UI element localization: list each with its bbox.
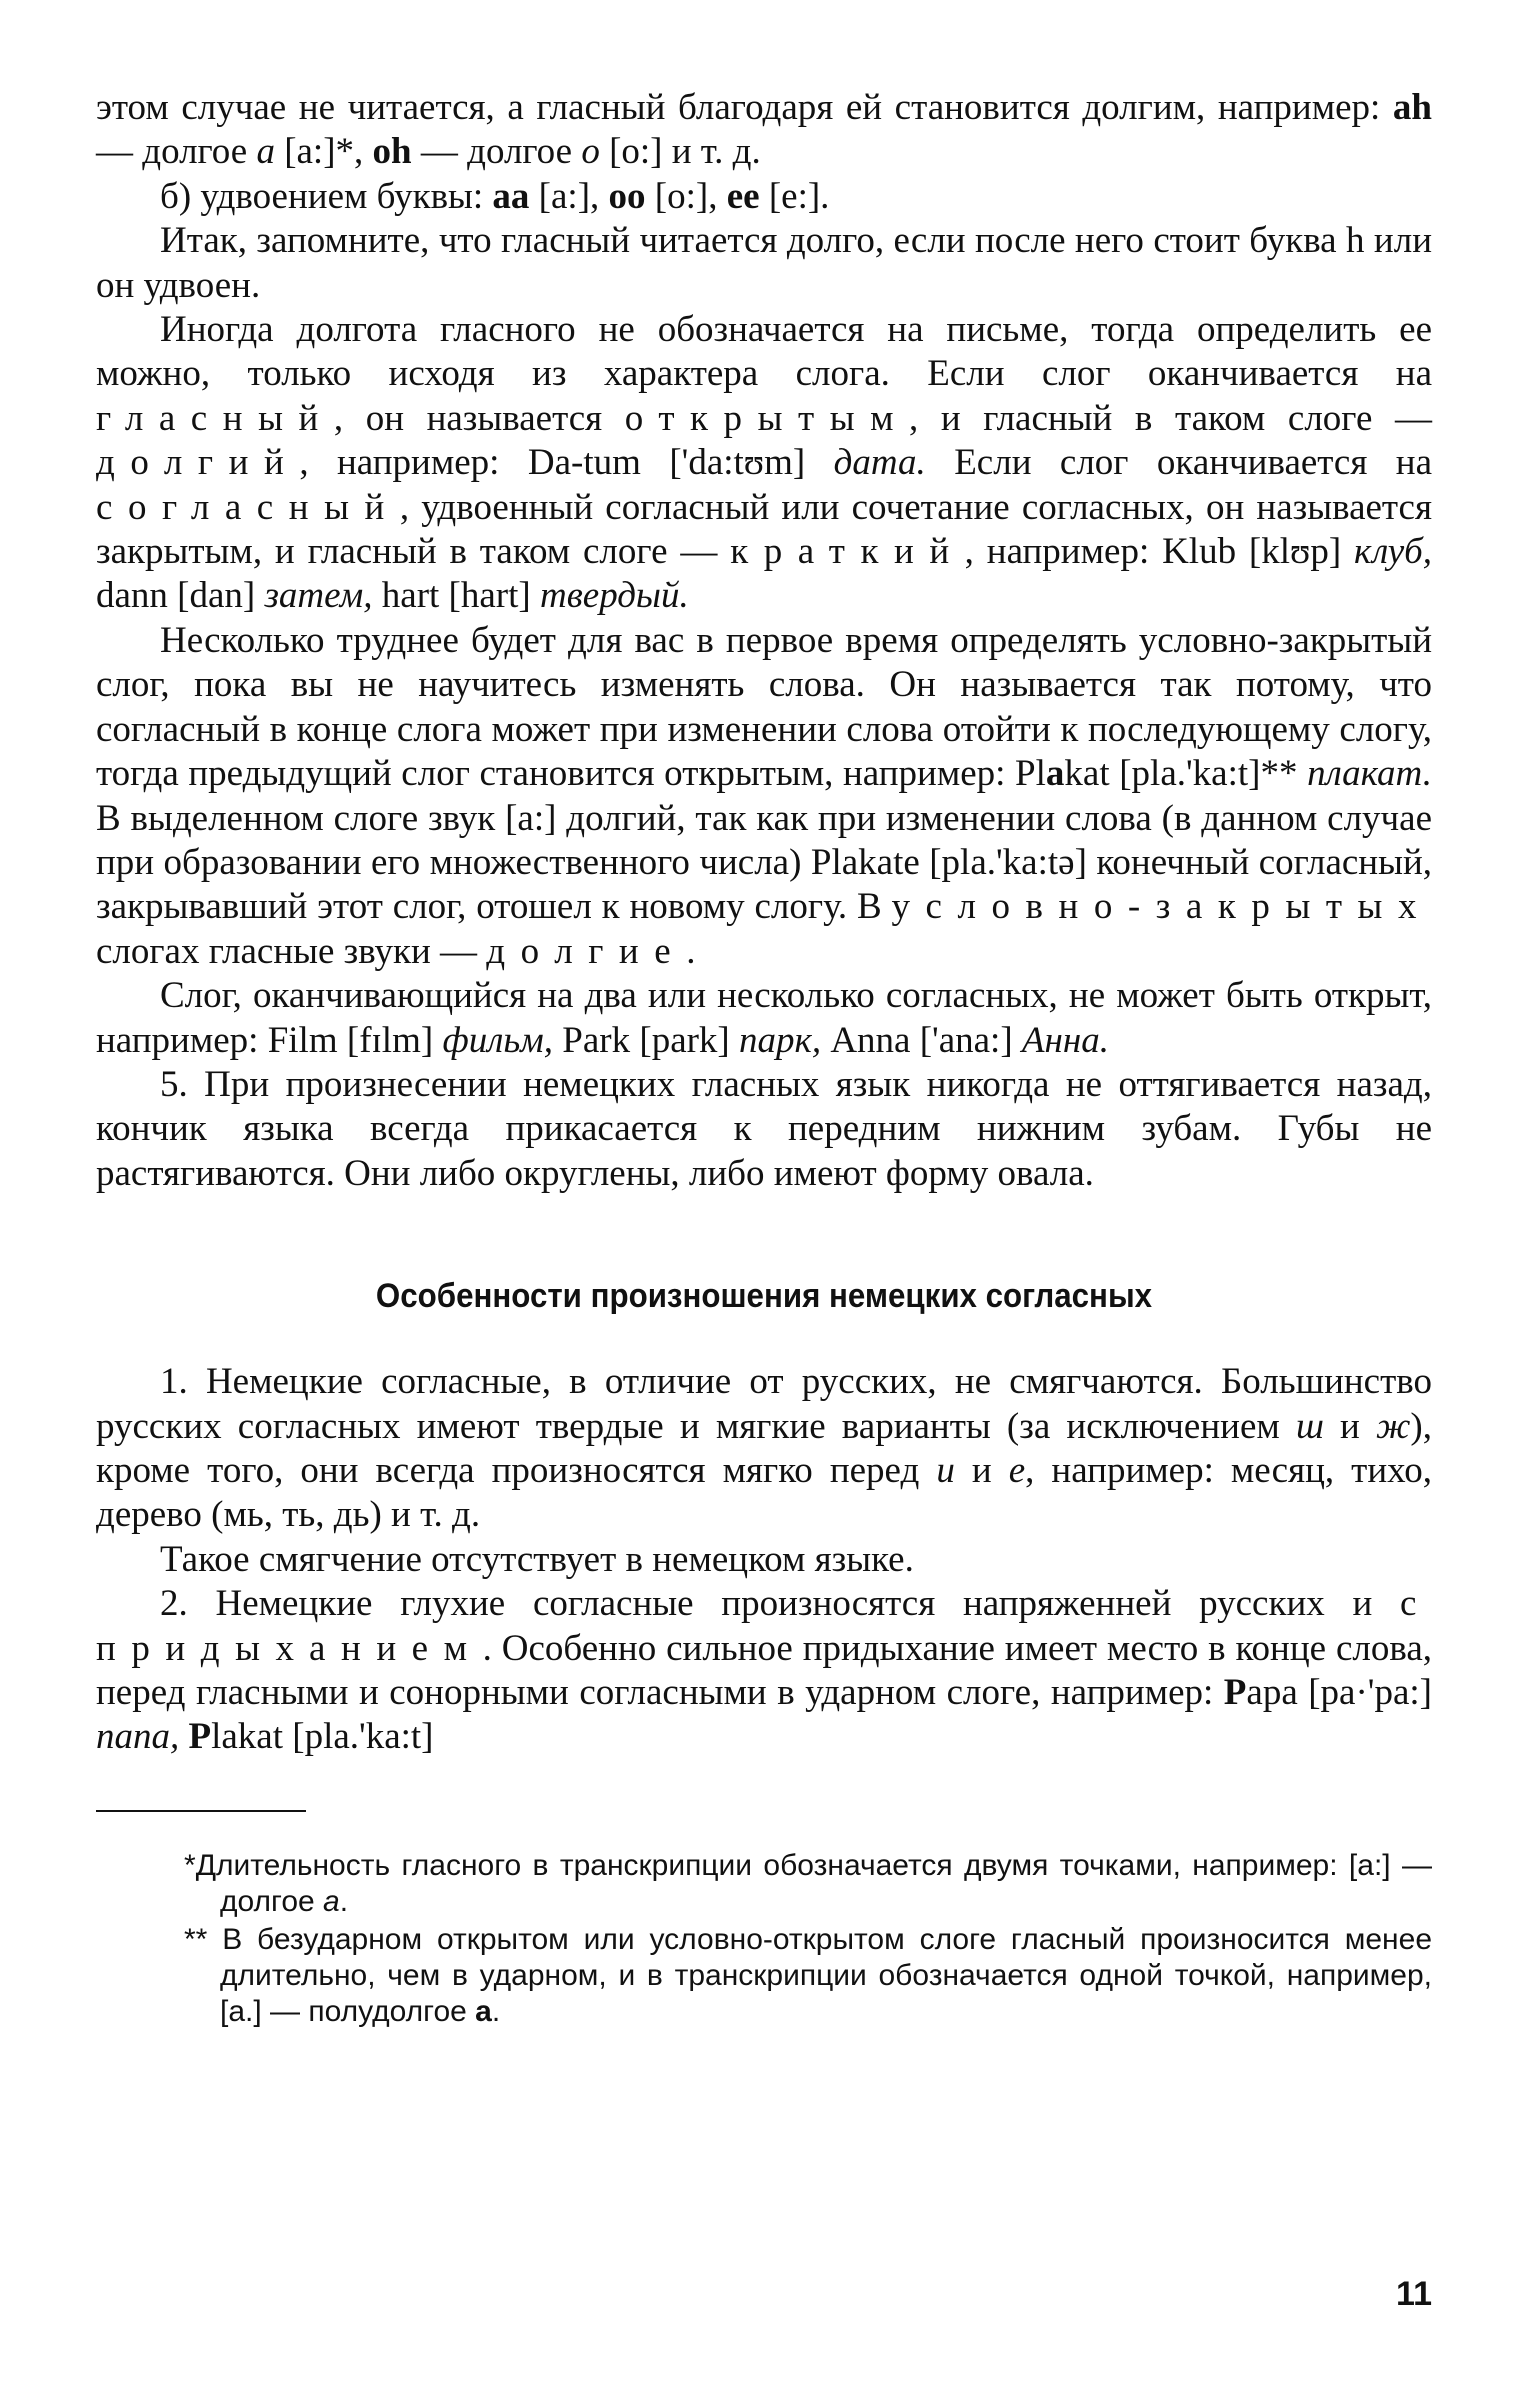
text: , например: месяц, тихо, дерево (мь, ть, дь) и т. д.	[96, 1449, 1432, 1536]
paragraph-summary	[96, 219, 1432, 308]
italic-letter: ш	[1295, 1405, 1324, 1447]
paragraph-consonant-clusters	[96, 974, 1432, 1063]
translation: клуб,	[1354, 531, 1432, 573]
example-word: ee	[726, 175, 760, 217]
book-page	[96, 86, 1432, 2366]
highlighted-letter: a	[1045, 753, 1065, 795]
bold-letter: а	[475, 1994, 492, 2028]
text: Иногда долгота гласного не обозначается на письме, тогда определить ее можно, только исходя из характера слога. Если слог оканчивается на	[96, 309, 1432, 395]
vowel-letter: о	[581, 131, 600, 173]
text: [o:] и т. д.	[599, 131, 761, 173]
section-heading: Особенности произношения немецких согласных	[375, 1277, 1153, 1316]
paragraph-absence-note	[96, 1538, 1432, 1582]
text: [e:].	[759, 175, 830, 217]
section-consonants	[96, 1360, 1432, 1760]
footnote-mark: **	[184, 1922, 208, 1956]
italic-letter: а	[323, 1884, 340, 1918]
text: , например: Da-tum ['da:tʊm]	[299, 442, 834, 484]
paragraph-tongue-position	[96, 1063, 1432, 1196]
text: Park [park]	[553, 1019, 740, 1061]
text: , и гласный в таком слоге —	[909, 397, 1433, 439]
text: [o:],	[645, 175, 727, 217]
text: 2. Немецкие глухие согласные произносятся напряженней русских и	[160, 1583, 1401, 1625]
text: , он называется	[333, 397, 625, 439]
example-word: oh	[372, 131, 412, 173]
translation: дата.	[833, 442, 926, 484]
text: 5. При произнесении немецких гласных язык никогда не оттягивается назад, кончик языка всегда прикасается к передним нижним зубам. Губы не растягиваются. Они либо округлены, либо имеют форму овала.	[96, 1063, 1432, 1194]
translation: папа,	[96, 1716, 180, 1758]
example-word: oo	[608, 175, 646, 217]
footnote-mark: *	[184, 1848, 196, 1882]
text: apa [pa·'pa:]	[1246, 1672, 1432, 1713]
paragraph-double-letters	[96, 175, 1432, 219]
spaced-term: долгий	[96, 442, 300, 484]
highlighted-letter: P	[188, 1716, 212, 1758]
example-word: aa	[492, 175, 530, 217]
paragraph-long-vowels-h	[96, 86, 1432, 175]
text: , удвоенный согласный или сочетание согласных, он называется закрытым, и гласный в таком слоге —	[96, 486, 1432, 573]
italic-letter: ж	[1376, 1405, 1411, 1447]
text: dann [dan]	[96, 575, 265, 617]
text: б) удвоением буквы:	[160, 175, 493, 217]
spaced-term: условно-закрытых	[891, 886, 1432, 928]
text: hart [hart]	[372, 575, 540, 617]
text: Слог, оканчивающийся на два или несколько согласных, не может быть открыт, например: Film [fɪlm]	[96, 975, 1432, 1061]
text: 1. Немецкие согласные, в отличие от русских, не смягчаются. Большинство русских согласных имеют твердые и мягкие варианты (за исключением	[96, 1361, 1432, 1447]
text: этом случае не читается, а гласный благодаря ей становится долгим, например:	[96, 87, 1393, 128]
text: Итак, запомните, что гласный читается долго, если после него стоит буква h или он удвоен.	[96, 220, 1432, 306]
page-number: 11	[1396, 2275, 1432, 2313]
footnote-text: В безударном открытом или условно-открытом слоге гласный произносится менее длительно, чем в ударном, и в транскрипции обозначается одной точкой, например, [a.] — полудолгое	[207, 1922, 1432, 2028]
paragraph-aspiration	[96, 1582, 1432, 1760]
translation: фильм,	[442, 1019, 554, 1061]
text	[179, 1716, 188, 1757]
spaced-term: с придыханием	[96, 1583, 1432, 1669]
translation: твердый.	[539, 575, 689, 617]
translation: Анна.	[1021, 1019, 1109, 1061]
text: kat [pla.'ka:t]**	[1064, 753, 1308, 795]
text: .	[686, 930, 696, 972]
footnote-2	[184, 1922, 1432, 2030]
text: ), кроме того, они всегда произносятся мягко перед	[96, 1405, 1432, 1491]
text: — долгое	[411, 131, 582, 173]
text: Несколько труднее будет для вас в первое время определять условно-закрытый слог, пока вы не научитесь изменять слова. Он называется так потому, что согласный в конце слога может при изменении слова отойти к последующему слогу, тогда предыдущий слог становится открытым, например: Pl	[96, 619, 1432, 795]
text: [a:]*,	[274, 131, 373, 173]
footnote-divider	[96, 1810, 306, 1812]
text: [a:],	[529, 175, 609, 217]
translation: затем,	[264, 575, 373, 617]
paragraph-no-palatalization	[96, 1360, 1432, 1538]
footnote-text: Длительность гласного в транскрипции обозначается двумя точками, например: [a:] — долгое	[195, 1848, 1432, 1918]
footnotes	[96, 1848, 1432, 2030]
highlighted-letter: P	[1223, 1672, 1247, 1713]
text: Если слог оканчивается на	[925, 442, 1432, 484]
translation: парк,	[739, 1019, 822, 1061]
spaced-term: гласный	[96, 397, 334, 439]
italic-letter: и	[936, 1449, 955, 1491]
text: Anna ['ana:]	[821, 1019, 1022, 1061]
paragraph-open-closed-syllable	[96, 308, 1432, 619]
italic-letter: е	[1008, 1449, 1026, 1491]
footnote-text: .	[339, 1884, 349, 1918]
text: Такое смягчение отсутствует в немецком языке.	[160, 1538, 914, 1580]
paragraph-conditionally-closed	[96, 619, 1432, 974]
text: , например: Klub [klʊp]	[964, 531, 1355, 573]
spaced-term: согласный	[96, 486, 400, 528]
spaced-term: открытым	[624, 397, 910, 439]
text: и	[1323, 1405, 1376, 1447]
spaced-term: краткий	[730, 531, 965, 573]
vowel-letter: а	[256, 131, 275, 173]
text: — долгое	[96, 131, 257, 173]
text: lakat [pla.'ka:t]	[211, 1716, 434, 1758]
example-word: ah	[1392, 87, 1432, 128]
text: и	[954, 1449, 1009, 1491]
text: слогах гласные звуки —	[96, 930, 487, 972]
footnote-text: .	[491, 1994, 501, 2028]
text: . Особенно сильное придыхание имеет место в конце слова, перед гласными и сонорными согласными в ударном слоге, например:	[96, 1627, 1432, 1713]
footnote-1	[184, 1848, 1432, 1920]
translation: плакат.	[1307, 753, 1432, 795]
text: В выделенном слоге звук [a:] долгий, так как при изменении слова (в данном случае при образовании его множественного числа) Plakate [pla.'ka:tə] конечный согласный, закрывавший этот слог, отошел к новому слогу. В	[96, 797, 1432, 928]
spaced-term: долгие	[486, 930, 687, 972]
